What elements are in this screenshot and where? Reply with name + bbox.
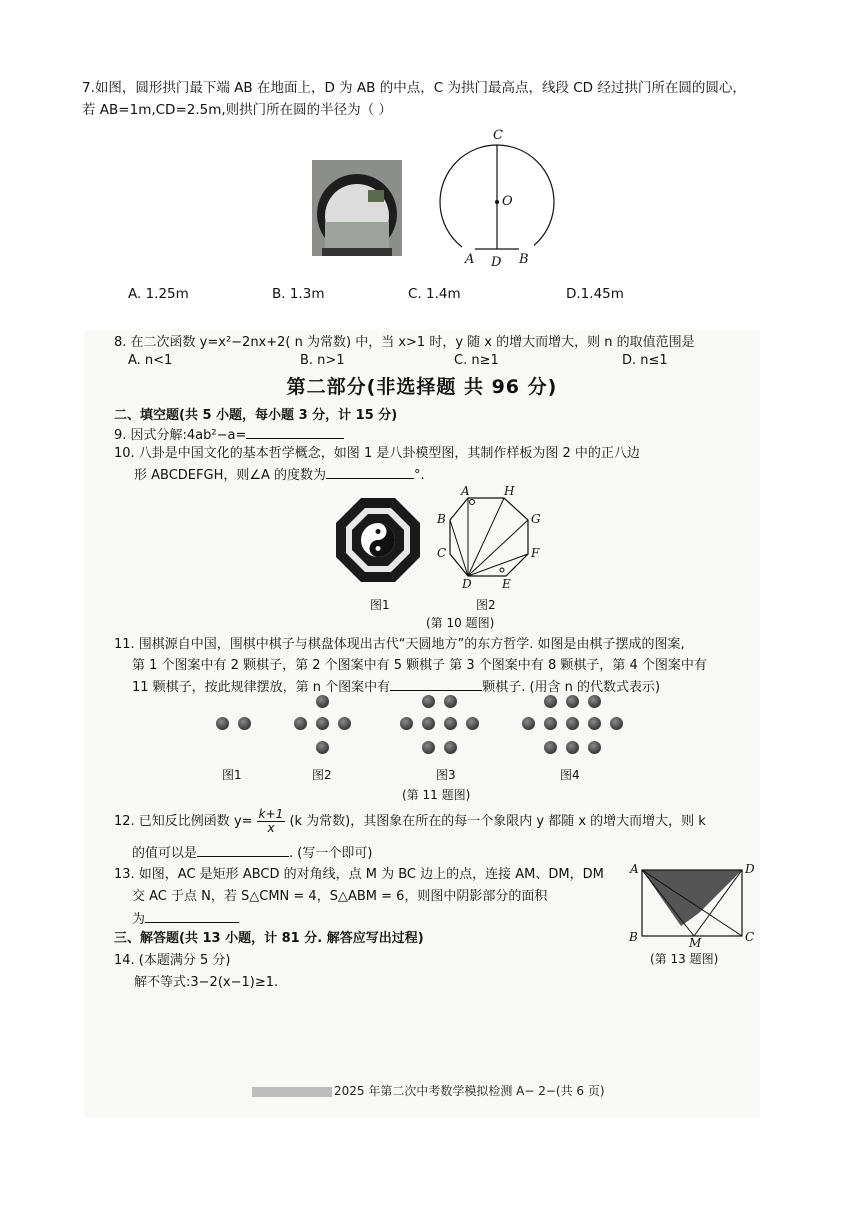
stone bbox=[316, 741, 329, 754]
label-d: D bbox=[491, 255, 502, 270]
rect-label-m: M bbox=[689, 936, 702, 950]
stone bbox=[588, 717, 601, 730]
q12-numerator: k+1 bbox=[258, 807, 284, 821]
stone bbox=[422, 695, 435, 708]
q10-stem-line2 bbox=[134, 464, 425, 486]
q11-fig1-label: 图1 bbox=[222, 768, 242, 782]
q11-fig4-label: 图4 bbox=[560, 768, 580, 782]
q13-stem-line2: 交 AC 于点 N，若 S△CMN = 4，S△ABM = 6，则图中阴影部分的面积 bbox=[132, 889, 548, 904]
bagua-figure bbox=[334, 496, 422, 584]
stone bbox=[444, 695, 457, 708]
q10-fig2-label: 图2 bbox=[476, 598, 496, 612]
rect-label-a: A bbox=[630, 862, 639, 876]
q11-caption: (第 11 题图) bbox=[402, 788, 471, 802]
stone bbox=[422, 741, 435, 754]
stone bbox=[544, 717, 557, 730]
q11-fig2-label: 图2 bbox=[312, 768, 332, 782]
q7-choice-d: D.1.45m bbox=[566, 286, 624, 302]
q12-fraction bbox=[257, 808, 286, 835]
stone bbox=[566, 717, 579, 730]
q11-answer-blank[interactable] bbox=[390, 676, 482, 691]
q13-answer-blank[interactable] bbox=[145, 908, 239, 923]
q13-line3-text: 为 bbox=[132, 912, 146, 927]
q9-answer-blank[interactable] bbox=[246, 424, 344, 439]
oct-label-b: B bbox=[437, 512, 446, 526]
stone bbox=[588, 695, 601, 708]
q8-choice-c: C. n≥1 bbox=[454, 353, 499, 368]
q9-text: 9. 因式分解:4ab²−a= bbox=[114, 428, 247, 443]
stone bbox=[444, 741, 457, 754]
stone bbox=[444, 717, 457, 730]
footer-text: 2025 年第二次中考数学模拟检测 A− 2−(共 6 页) bbox=[334, 1084, 605, 1098]
label-c: C bbox=[493, 128, 503, 143]
q12-stem-line1 bbox=[114, 808, 764, 838]
q12-part1: 12. 已知反比例函数 y= bbox=[114, 814, 253, 829]
q10-line2-text: 形 ABCDEFGH，则∠A 的度数为 bbox=[134, 468, 327, 483]
stone bbox=[338, 717, 351, 730]
q7-stem-line1: 7.如图，圆形拱门最下端 AB 在地面上，D 为 AB 的中点，C 为拱门最高点，线段 CD 经过拱门所在圆的圆心， bbox=[82, 80, 746, 96]
q13-rectangle-figure bbox=[624, 860, 760, 952]
q8-choice-b: B. n>1 bbox=[300, 353, 345, 368]
label-o: O bbox=[502, 194, 513, 209]
q7-circle-diagram bbox=[432, 128, 562, 272]
stone bbox=[294, 717, 307, 730]
oct-label-c: C bbox=[437, 546, 447, 560]
oct-label-d: D bbox=[462, 577, 472, 591]
stone bbox=[566, 695, 579, 708]
q11-stem-line2: 第 1 个图案中有 2 颗棋子，第 2 个图案中有 5 颗棋子 第 3 个图案中有 8 颗棋子，第 4 个图案中有 bbox=[132, 658, 707, 673]
q12-denominator: x bbox=[267, 821, 275, 835]
q12-line2b: . (写一个即可) bbox=[289, 846, 373, 861]
rect-label-b: B bbox=[629, 930, 638, 944]
stone bbox=[466, 717, 479, 730]
label-b: B bbox=[519, 252, 529, 267]
oct-label-h: H bbox=[504, 484, 515, 498]
q8-choice-d: D. n≤1 bbox=[622, 353, 668, 368]
q7-stem-line2: 若 AB=1m,CD=2.5m,则拱门所在圆的半径为（ ） bbox=[82, 102, 392, 118]
q13-stem-line1: 13. 如图，AC 是矩形 ABCD 的对角线，点 M 为 BC 边上的点，连接 AM、DM，DM bbox=[114, 867, 604, 882]
scanned-page bbox=[84, 330, 760, 1118]
q10-fig1-label: 图1 bbox=[370, 598, 390, 612]
page-footer bbox=[252, 1082, 605, 1099]
oct-label-e: E bbox=[502, 577, 511, 591]
question-7 bbox=[82, 77, 802, 121]
stone bbox=[522, 717, 535, 730]
q7-choice-b: B. 1.3m bbox=[272, 286, 325, 302]
q10-stem-line1: 10. 八卦是中国文化的基本哲学概念，如图 1 是八卦模型图，其制作样板为图 2 中的正八边 bbox=[114, 446, 640, 461]
q8-stem: 8. 在二次函数 y=x²−2nx+2( n 为常数) 中，当 x>1 时，y 随 x 的增大而增大，则 n 的取值范围是 bbox=[114, 335, 695, 350]
arch-photo bbox=[312, 160, 402, 256]
oct-label-f: F bbox=[531, 546, 540, 560]
q11-line3a: 11 颗棋子，按此规律摆放，第 n 个图案中有 bbox=[132, 680, 391, 695]
stone bbox=[400, 717, 413, 730]
rect-label-c: C bbox=[745, 930, 755, 944]
stone bbox=[544, 695, 557, 708]
stone bbox=[544, 741, 557, 754]
section3-heading: 三、解答题(共 13 小题，计 81 分. 解答应写出过程) bbox=[114, 931, 424, 946]
part2-title: 第二部分(非选择题 共 96 分) bbox=[286, 376, 558, 398]
q13-caption: (第 13 题图) bbox=[650, 952, 719, 966]
q7-choice-a: A. 1.25m bbox=[128, 286, 189, 302]
stone bbox=[610, 717, 623, 730]
stone bbox=[316, 695, 329, 708]
blurred-district-text bbox=[252, 1087, 332, 1097]
stone bbox=[566, 741, 579, 754]
rect-label-d: D bbox=[745, 862, 755, 876]
q14-heading: 14. (本题满分 5 分) bbox=[114, 953, 231, 968]
q12-answer-blank[interactable] bbox=[197, 842, 289, 857]
stone bbox=[238, 717, 251, 730]
q13-stem-line3 bbox=[132, 908, 239, 930]
q14-problem: 解不等式:3−2(x−1)≥1. bbox=[134, 975, 279, 990]
q10-caption: (第 10 题图) bbox=[426, 616, 495, 630]
q12-part2: (k 为常数)，其图象在所在的每一个象限内 y 都随 x 的增大而增大，则 k bbox=[289, 814, 706, 829]
q12-stem-line2 bbox=[132, 842, 372, 864]
go-stone-patterns bbox=[204, 690, 664, 768]
section2-heading: 二、填空题(共 5 小题，每小题 3 分，计 15 分) bbox=[114, 408, 398, 423]
label-a: A bbox=[465, 252, 475, 267]
stone bbox=[588, 741, 601, 754]
oct-label-a: A bbox=[461, 484, 470, 498]
q12-line2a: 的值可以是 bbox=[132, 846, 198, 861]
oct-label-g: G bbox=[531, 512, 541, 526]
stone bbox=[216, 717, 229, 730]
q8-choice-a: A. n<1 bbox=[128, 353, 173, 368]
q11-stem-line1: 11. 围棋源自中国，围棋中棋子与棋盘体现出古代“天圆地方”的东方哲学. 如图是由棋子摆成的图案, bbox=[114, 637, 685, 652]
stone bbox=[422, 717, 435, 730]
q10-degree: °. bbox=[414, 468, 425, 483]
stone bbox=[316, 717, 329, 730]
q7-choice-c: C. 1.4m bbox=[408, 286, 461, 302]
q10-answer-blank[interactable] bbox=[326, 464, 414, 479]
q11-line3b: 颗棋子. (用含 n 的代数式表示) bbox=[482, 680, 661, 695]
q11-fig3-label: 图3 bbox=[436, 768, 456, 782]
octagon-figure bbox=[434, 484, 554, 592]
